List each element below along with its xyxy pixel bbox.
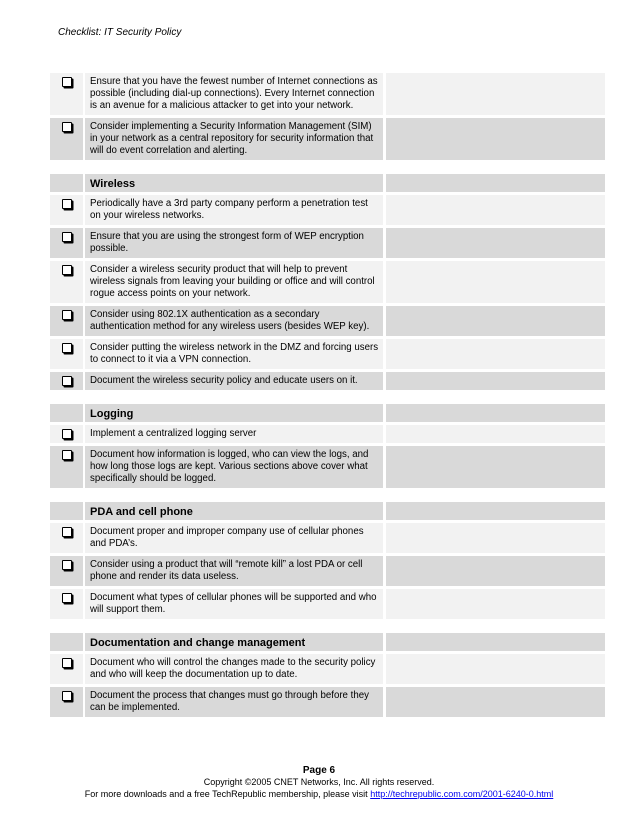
checkbox-cell	[50, 372, 83, 390]
checkbox-icon[interactable]	[62, 310, 72, 320]
checklist-row	[50, 687, 605, 717]
checklist-row	[50, 306, 605, 336]
section-header-row	[50, 174, 605, 192]
checklist-item-text: Implement a centralized logging server	[85, 425, 383, 443]
checkbox-icon[interactable]	[62, 265, 72, 275]
notes-cell	[386, 306, 605, 336]
checkbox-icon[interactable]	[62, 691, 72, 701]
checklist-item-text: Document who will control the changes made to the security policy and who will keep the documentation up to date.	[85, 654, 383, 684]
checklist-item-text: Consider a wireless security product that will help to prevent wireless signals from leaving your building or office and will control rogue access points on your network.	[85, 261, 383, 303]
checkbox-icon[interactable]	[62, 450, 72, 460]
notes-cell	[386, 654, 605, 684]
section-notes-cell	[386, 633, 605, 651]
section-title: Logging	[85, 404, 383, 422]
notes-cell	[386, 228, 605, 258]
checkbox-icon[interactable]	[62, 527, 72, 537]
section-title: PDA and cell phone	[85, 502, 383, 520]
checklist-row	[50, 195, 605, 225]
checklist-row	[50, 73, 605, 115]
checkbox-icon[interactable]	[62, 429, 72, 439]
promo-line	[0, 789, 638, 801]
checkbox-cell	[50, 261, 83, 303]
checkbox-icon[interactable]	[62, 122, 72, 132]
checklist-row	[50, 339, 605, 369]
notes-cell	[386, 589, 605, 619]
checklist-row	[50, 654, 605, 684]
checkbox-icon[interactable]	[62, 232, 72, 242]
notes-cell	[386, 73, 605, 115]
notes-cell	[386, 261, 605, 303]
checkbox-icon[interactable]	[62, 343, 72, 353]
page-footer	[0, 764, 638, 800]
checkbox-icon[interactable]	[62, 593, 72, 603]
section-notes-cell	[386, 174, 605, 192]
checkbox-cell	[50, 446, 83, 488]
section-header-row	[50, 633, 605, 651]
checklist-row	[50, 446, 605, 488]
checkbox-cell	[50, 654, 83, 684]
checkbox-cell	[50, 73, 83, 115]
notes-cell	[386, 446, 605, 488]
checklist-item-text: Consider putting the wireless network in the DMZ and forcing users to connect to it via a VPN connection.	[85, 339, 383, 369]
checkbox-cell	[50, 523, 83, 553]
checklist-item-text: Document what types of cellular phones will be supported and who will support them.	[85, 589, 383, 619]
page-number: Page 6	[302, 765, 336, 776]
page-header: Checklist: IT Security Policy	[58, 27, 182, 38]
notes-cell	[386, 556, 605, 586]
checkbox-cell	[50, 339, 83, 369]
checklist-row	[50, 425, 605, 443]
checklist-row	[50, 523, 605, 553]
checkbox-cell	[50, 195, 83, 225]
section-header-row	[50, 404, 605, 422]
checklist-item-text: Document the wireless security policy and educate users on it.	[85, 372, 383, 390]
section-blank-cell	[50, 174, 83, 192]
checkbox-cell	[50, 589, 83, 619]
notes-cell	[386, 425, 605, 443]
notes-cell	[386, 195, 605, 225]
notes-cell	[386, 339, 605, 369]
checklist-item-text: Consider implementing a Security Information Management (SIM) in your network as a central repository for security information that will do event correlation and alerting.	[85, 118, 383, 160]
checkbox-icon[interactable]	[62, 376, 72, 386]
checklist-item-text: Ensure that you have the fewest number of Internet connections as possible (including dial-up connections). Every Internet connection is an avenue for a malicious attacker to get into your network.	[85, 73, 383, 115]
notes-cell	[386, 118, 605, 160]
section-blank-cell	[50, 404, 83, 422]
checkbox-cell	[50, 118, 83, 160]
checklist-table	[50, 73, 605, 720]
checkbox-icon[interactable]	[62, 77, 72, 87]
checklist-item-text: Document proper and improper company use of cellular phones and PDA’s.	[85, 523, 383, 553]
checklist-row	[50, 556, 605, 586]
section-notes-cell	[386, 404, 605, 422]
notes-cell	[386, 523, 605, 553]
section-notes-cell	[386, 502, 605, 520]
checkbox-cell	[50, 306, 83, 336]
checklist-row	[50, 228, 605, 258]
checklist-row	[50, 261, 605, 303]
copyright-notice: Copyright ©2005 CNET Networks, Inc. All rights reserved.	[203, 777, 435, 787]
checklist-item-text: Consider using a product that will “remote kill” a lost PDA or cell phone and render its data useless.	[85, 556, 383, 586]
notes-cell	[386, 372, 605, 390]
notes-cell	[386, 687, 605, 717]
checkbox-cell	[50, 687, 83, 717]
checkbox-cell	[50, 228, 83, 258]
checklist-row	[50, 589, 605, 619]
section-blank-cell	[50, 633, 83, 651]
checklist-item-text: Periodically have a 3rd party company perform a penetration test on your wireless networks.	[85, 195, 383, 225]
checkbox-icon[interactable]	[62, 199, 72, 209]
checklist-item-text: Ensure that you are using the strongest form of WEP encryption possible.	[85, 228, 383, 258]
checklist-item-text: Consider using 802.1X authentication as a secondary authentication method for any wireless users (besides WEP key).	[85, 306, 383, 336]
section-blank-cell	[50, 502, 83, 520]
section-title: Documentation and change management	[85, 633, 383, 651]
checklist-item-text: Document the process that changes must go through before they can be implemented.	[85, 687, 383, 717]
section-title: Wireless	[85, 174, 383, 192]
promo-text: For more downloads and a free TechRepublic membership, please visit	[84, 788, 371, 799]
checkbox-cell	[50, 556, 83, 586]
checkbox-icon[interactable]	[62, 658, 72, 668]
checklist-item-text: Document how information is logged, who can view the logs, and how long those logs are kept. Various sections above cover what specifically should be logged.	[85, 446, 383, 488]
techrepublic-link[interactable]: http://techrepublic.com.com/2001-6240-0.html	[370, 788, 554, 799]
checklist-row	[50, 372, 605, 390]
checkbox-icon[interactable]	[62, 560, 72, 570]
checkbox-cell	[50, 425, 83, 443]
section-header-row	[50, 502, 605, 520]
checklist-row	[50, 118, 605, 160]
